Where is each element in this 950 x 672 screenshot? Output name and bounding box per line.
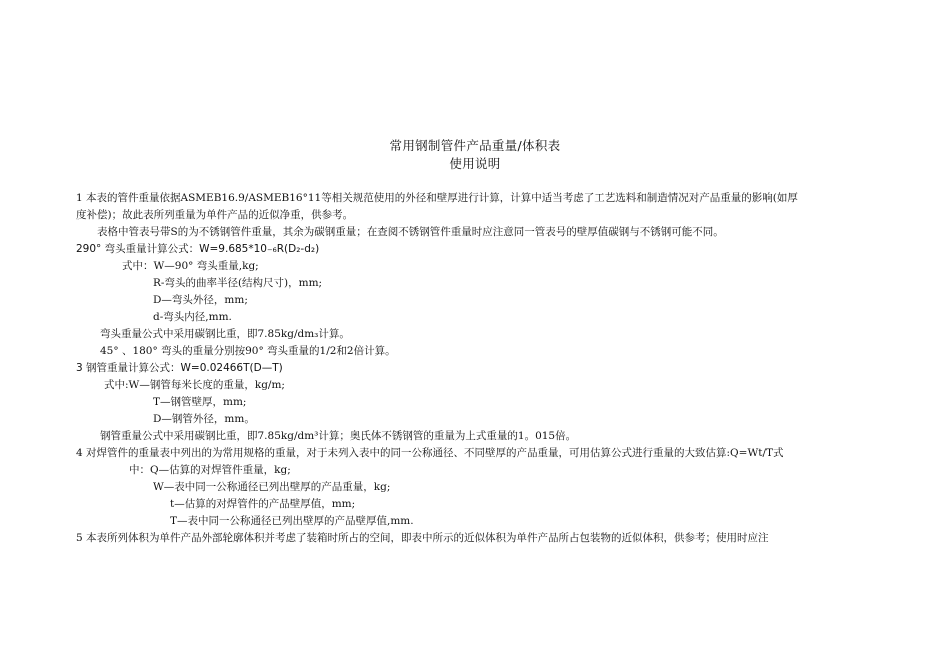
- paragraph-line: 中：Q—估算的对焊管件重量，kg;: [129, 464, 291, 476]
- paragraph-line: d-弯头内径,mm.: [153, 311, 232, 323]
- document-subtitle: 使用说明: [449, 156, 501, 171]
- paragraph-line: 式中:W—钢管每米长度的重量，kg/m;: [104, 379, 285, 391]
- document-title: 常用钢制管件产品重量/体积表: [389, 138, 561, 153]
- paragraph-line: R-弯头的曲率半径(结构尺寸)，mm;: [153, 277, 323, 289]
- paragraph-line: 5 本表所列体积为单件产品外部轮廓体积并考虑了装箱时所占的空间，即表中所示的近似体积为单件产品所占包装物的近似体积，供参考；使用时应注: [76, 532, 769, 544]
- paragraph-line: T—钢管壁厚，mm;: [153, 396, 247, 408]
- paragraph-line: D—弯头外径，mm;: [153, 294, 248, 306]
- paragraph-line: D—钢管外径，mm。: [153, 413, 255, 425]
- paragraph-line: 表格中管表号带S的为不锈钢管件重量，其余为碳钢重量；在查阅不锈钢管件重量时应注意同一管表号的壁厚值碳钢与不锈钢可能不同。: [97, 226, 724, 238]
- paragraph-line: 式中：W—90° 弯头重量,kg;: [122, 260, 259, 272]
- paragraph-line: 290° 弯头重量计算公式：W=9.685*10₋₆R(D₂-d₂): [76, 243, 320, 255]
- paragraph-line: W—表中同一公称通径已列出壁厚的产品重量，kg;: [153, 481, 391, 493]
- paragraph-line: 弯头重量公式中采用碳钢比重，即7.85kg/dm₃计算。: [100, 328, 350, 340]
- paragraph-line: T—表中同一公称通径已列出壁厚的产品壁厚值,mm.: [170, 515, 414, 527]
- paragraph-line: 45° 、180° 弯头的重量分别按90° 弯头重量的1/2和2倍计算。: [100, 345, 396, 357]
- paragraph-line: 3 钢管重量计算公式：W=0.02466T(D—T): [76, 362, 283, 374]
- paragraph-line: t—估算的对焊管件的产品壁厚值，mm;: [170, 498, 356, 510]
- paragraph-line: 钢管重量公式中采用碳钢比重，即7.85kg/dm³计算；奥氏体不锈钢管的重量为上式重量的1。015倍。: [100, 430, 577, 442]
- paragraph-line: 1 本表的管件重量依据ASMEB16.9/ASMEB16°11等相关规范使用的外径和壁厚进行计算，计算中适当考虑了工艺选料和制造情况对产品重量的影响(如厚: [76, 192, 798, 204]
- paragraph-line: 4 对焊管件的重量表中列出的为常用规格的重量，对于未列入表中的同一公称通径、不同壁厚的产品重量，可用估算公式进行重量的大致估算:Q=Wt/T式: [76, 447, 784, 459]
- paragraph-line: 度补偿)；故此表所列重量为单件产品的近似净重，供参考。: [76, 209, 354, 221]
